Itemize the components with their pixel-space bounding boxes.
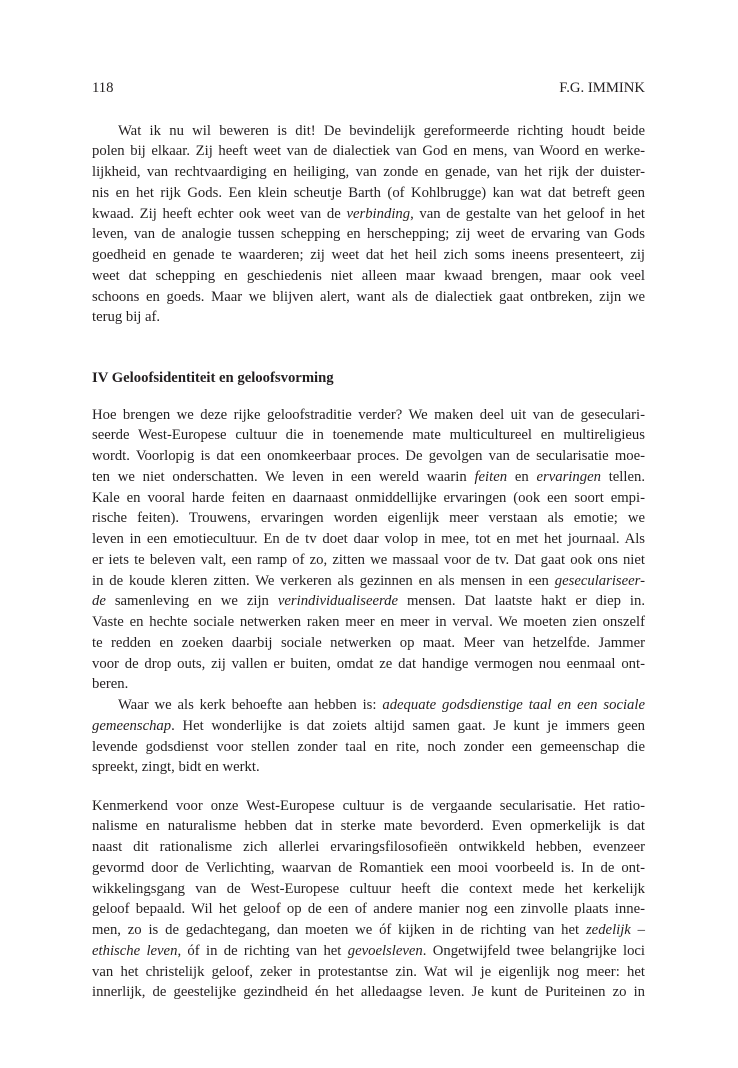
text-run: tellen. <box>600 468 645 485</box>
text-line <box>92 446 645 467</box>
italic-text: gemeenschap <box>92 717 172 734</box>
text-run: . Het wonderlijke is dat zoiets altijd samen gaat. Je kunt je immers geen <box>171 717 645 734</box>
text-line <box>92 425 645 446</box>
italic-text: gevoelsleven <box>347 942 423 959</box>
text-run: voor de drop outs, zij vallen er buiten, omdat ze dat handige vermogen nou eenmaal ont- <box>92 655 645 672</box>
italic-text: ervaringen <box>536 468 601 485</box>
text-run: mensen. Dat laatste hakt er diep in. <box>398 593 646 610</box>
text-run: innerlijk, de geestelijke gezindheid én het alledaagse leven. Je kunt de Puriteinen zo in <box>92 984 645 1001</box>
text-run: Kale en vooral harde feiten en daarnaast onmiddellijke ervaringen (ook een soort empi- <box>92 489 645 506</box>
text-line <box>92 467 645 488</box>
text-line <box>92 899 645 920</box>
text-line <box>92 571 645 592</box>
text-line <box>92 920 645 941</box>
text-line <box>92 183 645 204</box>
text-line <box>92 816 645 837</box>
text-line <box>92 224 645 245</box>
page-header <box>92 78 645 99</box>
italic-text: de <box>92 593 106 610</box>
text-run: in de koude kleren zitten. We verkeren als gezinnen en als mensen in een <box>92 572 555 589</box>
text-line <box>92 612 645 633</box>
text-run: leven in een emotiecultuur. En de tv doet daar volop in mee, tot en met het journaal. Als <box>92 531 645 548</box>
text-run: nis en het rijk Gods. Een klein scheutje Barth (of Kohlbrugge) kan wat dat betreft geen <box>92 184 645 201</box>
text-run: Vaste en hechte sociale netwerken raken meer en meer in verval. We moeten zien onszelf <box>92 614 645 631</box>
text-run: rische feiten). Trouwens, ervaringen worden eigenlijk meer verstaan als emotie; we <box>92 510 645 527</box>
text-run: gevormd door de Verlichting, waarvan de Romantiek een mooi voorbeeld is. In de ont- <box>92 859 645 876</box>
text-line <box>92 204 645 225</box>
text-line <box>92 757 645 778</box>
italic-text: verbinding <box>346 205 411 222</box>
text-run: van het christelijk geloof, zeker in protestantse zin. Wat wil je eigenlijk nog meer: het <box>92 963 645 980</box>
text-line <box>92 633 645 654</box>
text-run: Kenmerkend voor onze West-Europese cultuur is de vergaande secularisatie. Het ratio- <box>92 797 645 814</box>
text-line <box>118 121 645 142</box>
italic-text: adequate godsdienstige taal en een sociale <box>382 697 645 714</box>
text-line <box>92 716 645 737</box>
text-line <box>92 508 645 529</box>
text-line <box>92 879 645 900</box>
text-line <box>92 654 645 675</box>
paragraph <box>92 121 645 329</box>
text-run: lijkheid, van rechtvaardiging en heiliging, van zonde en genade, van het rijk der duister- <box>92 164 645 181</box>
text-line <box>92 529 645 550</box>
page-number: 118 <box>92 80 114 96</box>
paragraph <box>92 796 645 1004</box>
text-line <box>92 550 645 571</box>
text-line <box>92 941 645 962</box>
text-line <box>92 405 645 426</box>
text-line <box>92 245 645 266</box>
italic-text: ethische leven <box>92 942 178 959</box>
text-line <box>92 982 645 1003</box>
text-run: ten we niet onderschatten. We leven in een wereld waarin <box>92 468 475 485</box>
text-run: men, zo is de gedachtegang, dan moeten we óf kijken in de richting van het <box>92 922 586 939</box>
text-run: terug bij af. <box>92 309 161 326</box>
text-run: nalisme en naturalisme hebben dat in sterke mate bevorderd. Even opmerkelijk is dat <box>92 818 645 835</box>
text-line <box>92 287 645 308</box>
section-heading: IV Geloofsidentiteit en geloofsvorming <box>92 369 334 386</box>
text-line <box>92 488 645 509</box>
text-run: kwaad. Zij heeft echter ook weet van de <box>92 205 347 222</box>
text-run: spreekt, zingt, bidt en werkt. <box>92 759 260 776</box>
text-run: geloof bepaald. Wil het geloof op de een of andere manier nog een zinvolle plaats inne- <box>92 901 645 918</box>
text-run: schoons en goeds. Maar we blijven alert, want als de dialectiek gaat ontbreken, zijn we <box>92 288 645 305</box>
italic-text: geseculariseer- <box>554 572 645 589</box>
text-line <box>92 796 645 817</box>
running-head: F.G. IMMINK <box>559 80 645 96</box>
text-line <box>92 307 645 328</box>
text-run: Wat ik nu wil beweren is dit! De bevindelijk gereformeerde richting houdt beide <box>118 122 645 139</box>
text-run: wikkelingsgang van de West-Europese cultuur heeft die context mede het kerkelijk <box>92 880 645 897</box>
text-run: beren. <box>92 676 129 693</box>
text-line <box>92 591 645 612</box>
text-line <box>92 737 645 758</box>
text-run: , van de gestalte van het geloof in het <box>410 205 645 222</box>
italic-text: verindividualiseerde <box>277 593 399 610</box>
text-run: samenleving en we zijn <box>105 593 278 610</box>
text-run: wordt. Voorlopig is dat een onomkeerbaar proces. De gevolgen van de secularisatie moe- <box>92 448 645 465</box>
italic-text: feiten <box>474 468 508 485</box>
text-run: polen bij elkaar. Zij heeft weet van de dialectiek van God en mens, van Woord en werke- <box>92 143 645 160</box>
text-run: Hoe brengen we deze rijke geloofstraditie verder? We maken deel uit van de geseculari- <box>92 406 645 423</box>
text-run: en <box>507 468 537 485</box>
text-line <box>92 837 645 858</box>
text-run: levende godsdienst voor stellen zonder taal en rite, noch zonder een gemeenschap die <box>92 738 645 755</box>
text-line <box>92 858 645 879</box>
text-run: naast dit rationalisme zich allerlei ervaringsfilosofieën ontwikkeld hebben, evenzeer <box>92 839 645 856</box>
text-run: er iets te beleven valt, een ramp of zo, zitten we massaal voor de tv. Dat gaat ook ons niet <box>92 551 645 568</box>
text-run: weet dat schepping en geschiedenis niet alleen maar kwaad brengen, maar ook veel <box>92 267 645 284</box>
paragraph <box>92 695 645 778</box>
text-line <box>92 674 645 695</box>
text-run: goedheid en genade te waarderen; zij weet dat het heil zich soms ineens presenteert, zij <box>92 247 645 264</box>
text-run: . Ongetwijfeld twee belangrijke loci <box>422 942 646 959</box>
text-line <box>92 162 645 183</box>
text-line <box>92 266 645 287</box>
text-line <box>92 962 645 983</box>
text-run: leven, van de analogie tussen schepping en herschepping; zij weet de ervaring van Gods <box>92 226 645 243</box>
text-run: Waar we als kerk behoefte aan hebben is: <box>118 697 383 714</box>
italic-text: zedelijk – <box>585 922 646 939</box>
text-run: te redden en zoeken daarbij sociale netwerken op maat. Meer van hetzelfde. Jammer <box>92 634 645 651</box>
text-run: , óf in de richting van het <box>177 942 348 959</box>
text-run: seerde West-Europese cultuur die in toenemende mate multicultureel en multireligieus <box>92 427 645 444</box>
text-line <box>92 141 645 162</box>
paragraph <box>92 405 645 696</box>
text-line <box>118 695 645 716</box>
